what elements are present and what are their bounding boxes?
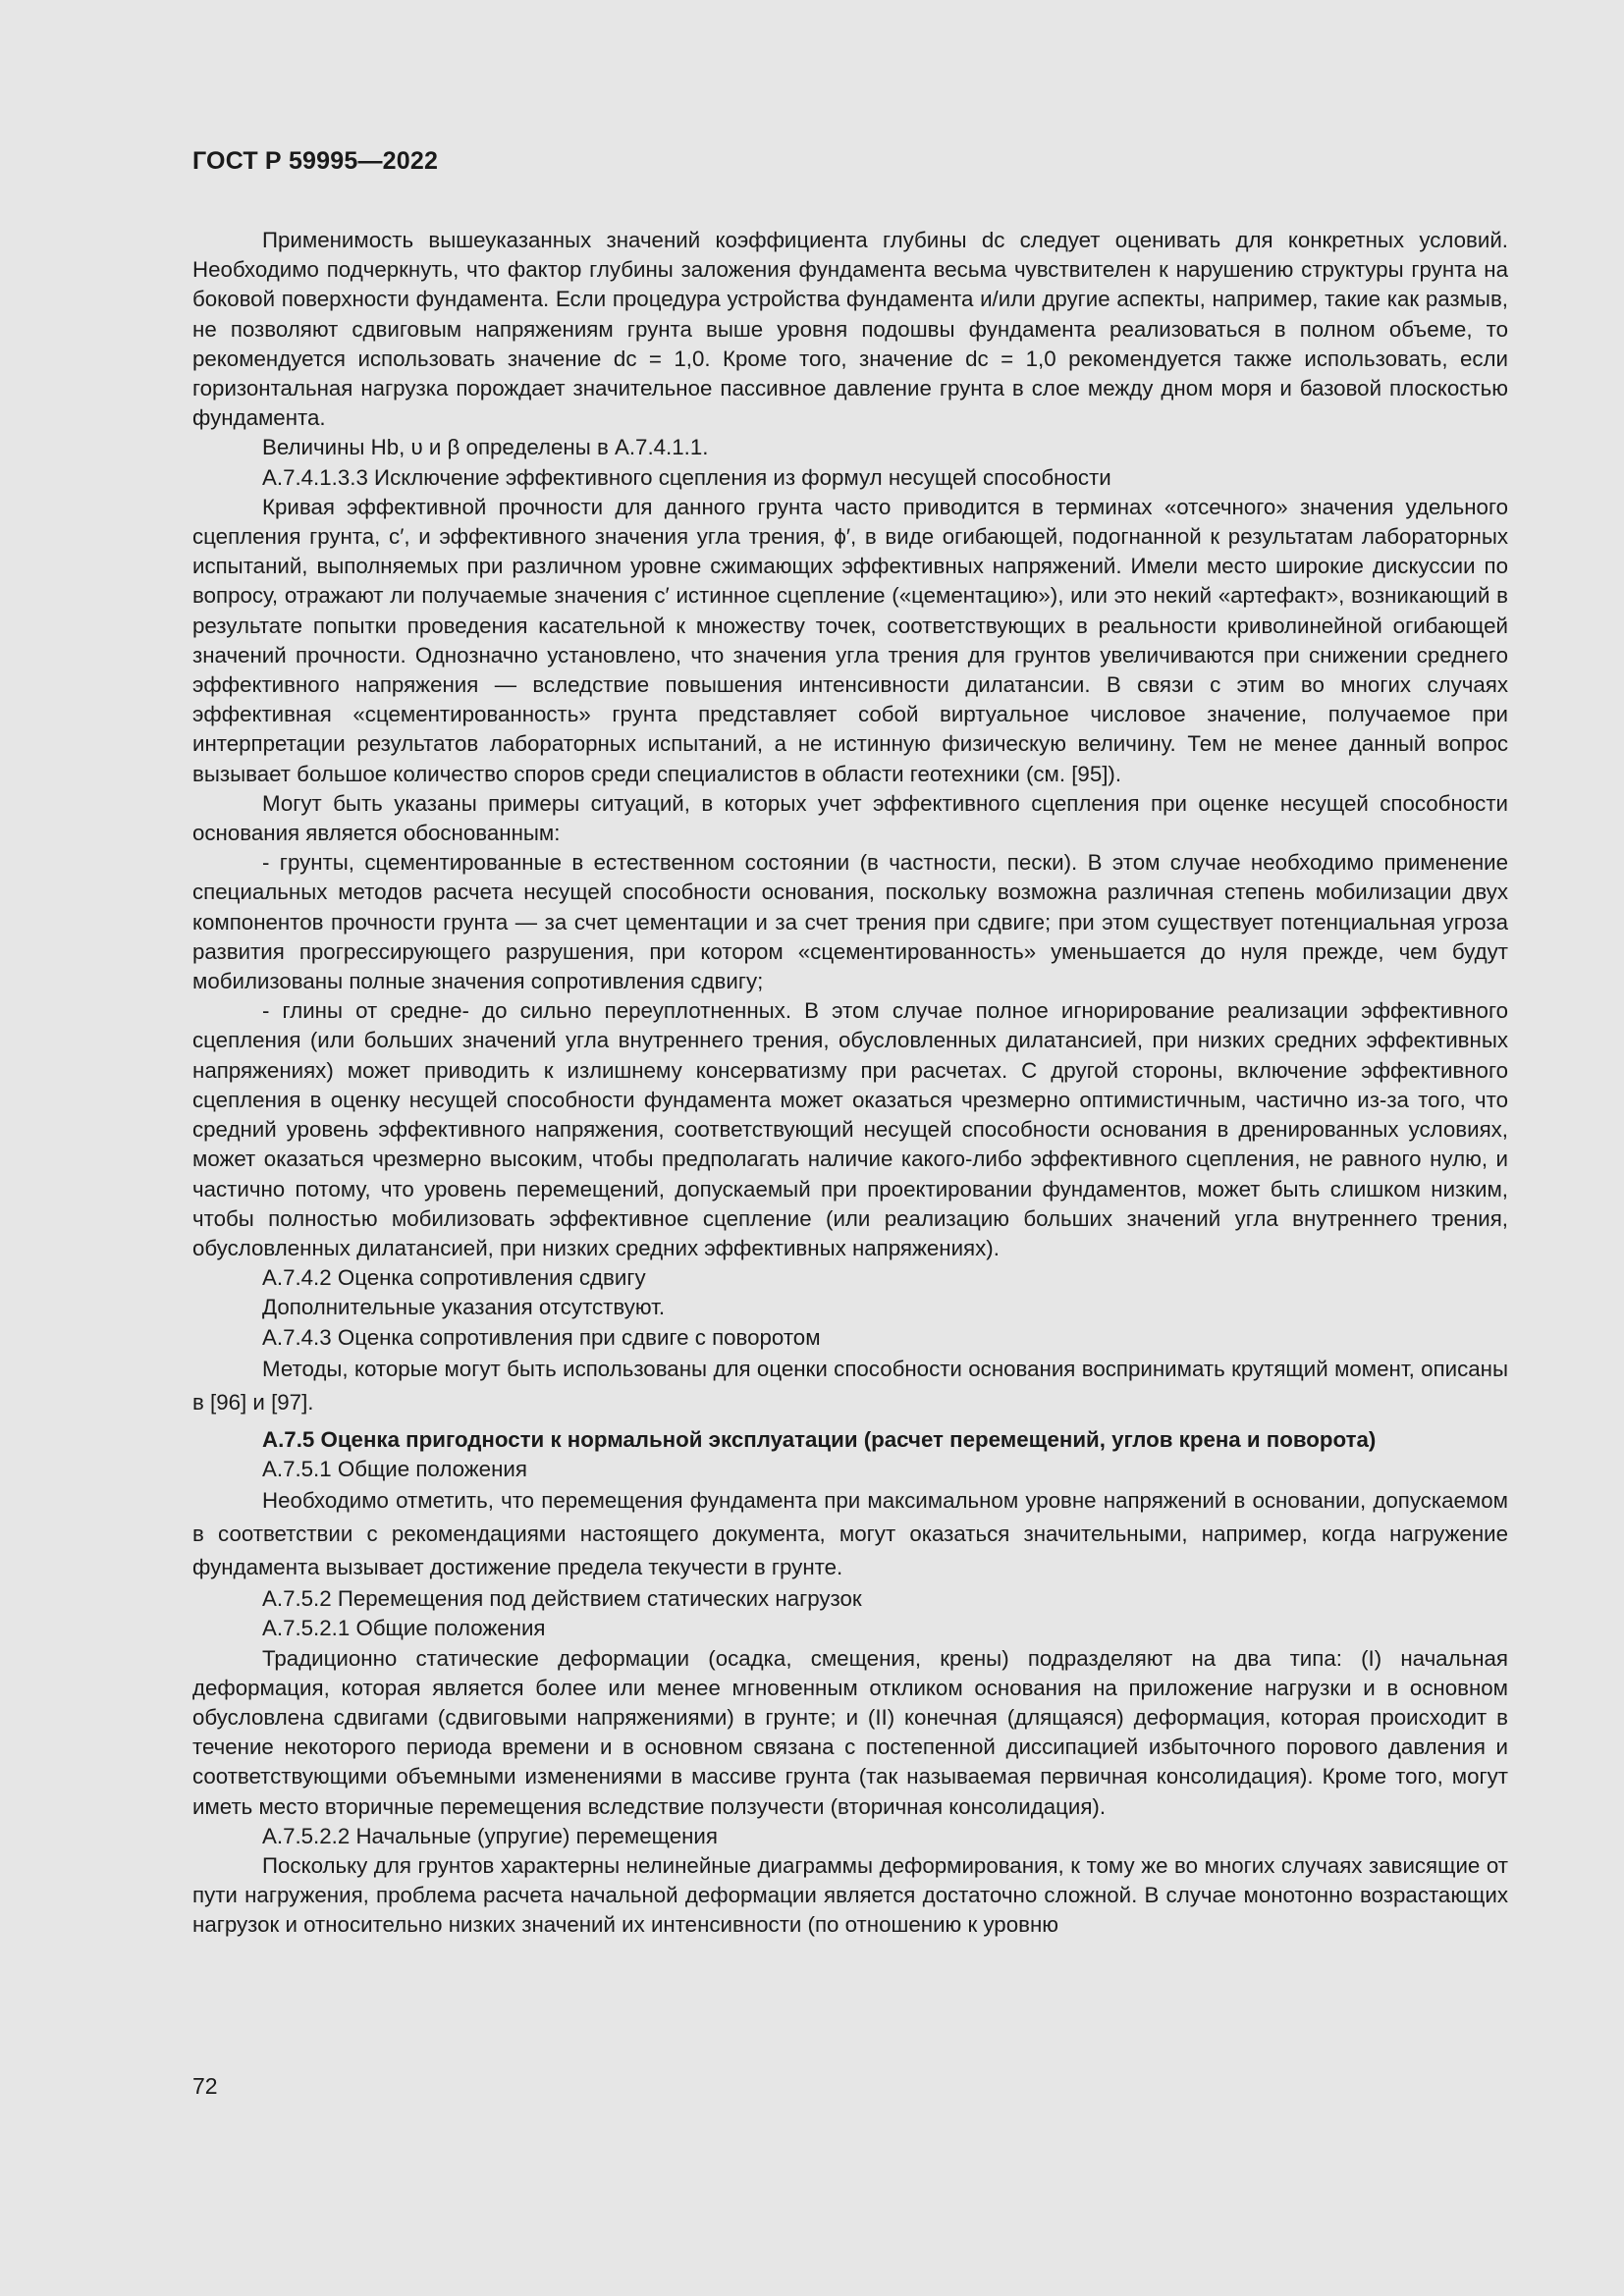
paragraph: Применимость вышеуказанных значений коэффициента глубины dc следует оценивать для конкретных условий. Необходимо подчеркнуть, что фактор глубины заложения фундамента весьма чувствителен к нарушению структуры грунта на боковой поверхности фундамента. Если процедура устройства фундамента и/или другие аспекты, например, такие как размыв, не позволяют сдвиговым напряжениям грунта выше уровня подошвы фундамента реализоваться в полном объеме, то рекомендуется использовать значение dc = 1,0. Кроме того, значение dc = 1,0 рекомендуется также использовать, если горизонтальная нагрузка порождает значительное пассивное давление грунта в слое между дном моря и базовой плоскостью фундамента. [192,228,1508,431]
list-item: - глины от средне- до сильно переуплотненных. В этом случае полное игнорирование реализации эффективного сцепления (или больших значений угла внутреннего трения, обусловленных дилатансией, при низких средних эффективных напряжениях) может приводить к излишнему консерватизму при расчетах. С другой стороны, включение эффективного сцепления в оценку несущей способности фундамента может оказаться чрезмерно оптимистичным, частично из-за того, что средний уровень эффективного напряжения, соответствующий несущей способности основания в дренированных условиях, может оказаться чрезмерно высоким, чтобы предполагать наличие какого-либо эффективного сцепления, не равного нулю, и частично потому, что уровень перемещений, допускаемый при проектировании фундаментов, может быть слишком низким, чтобы полностью мобилизовать эффективное сцепление (или реализацию больших значений угла внутреннего трения, обусловленных дилатансией, при низких средних эффективных напряжениях). [192,998,1508,1260]
section-heading: А.7.4.1.3.3 Исключение эффективного сцепления из формул несущей способности [262,464,1111,490]
paragraph: Методы, которые могут быть использованы для оценки способности основания воспринимать крутящий момент, описаны в [96] и [97]. [192,1356,1508,1415]
section-heading: А.7.4.3 Оценка сопротивления при сдвиге с поворотом [262,1324,821,1350]
section-heading: А.7.4.2 Оценка сопротивления сдвигу [262,1265,646,1291]
section-heading: А.7.5 Оценка пригодности к нормальной эксплуатации (расчет перемещений, углов крена и поворота) [262,1426,1377,1452]
list-item: - грунты, сцементированные в естественном состоянии (в частности, пески). В этом случае необходимо применение специальных методов расчета несущей способности основания, поскольку возможна различная степень мобилизации двух компонентов прочности грунта — за счет цементации и за счет трения при сдвиге; при этом существует потенциальная угроза развития прогрессирующего разрушения, при котором «сцементированность» уменьшается до нуля прежде, чем будут мобилизованы полные значения сопротивления сдвигу; [192,850,1508,994]
section-heading: А.7.5.2.2 Начальные (упругие) перемещения [262,1823,718,1848]
paragraph: Могут быть указаны примеры ситуаций, в которых учет эффективного сцепления при оценке несущей способности основания является обоснованным: [192,790,1508,846]
paragraph: Необходимо отметить, что перемещения фундамента при максимальном уровне напряжений в основании, допускаемом в соответствии с рекомендациями настоящего документа, могут оказаться значительными, например, когда нагружение фундамента вызывает достижение предела текучести в грунте. [192,1488,1508,1580]
section-heading: А.7.5.2.1 Общие положения [262,1616,546,1641]
page-number: 72 [192,2073,218,2099]
paragraph: Традиционно статические деформации (осадка, смещения, крены) подразделяют на два типа: (I) начальная деформация, которая является более или менее мгновенным откликом основания на приложение нагрузки и в основном обусловлена сдвигами (сдвиговыми напряжениями) в грунте; и (II) конечная (длящаяся) деформация, которая происходит в течение некоторого периода времени и в основном связана с постепенной диссипацией избыточного порового давления и соответствующими объемными изменениями в массиве грунта (так называемая первичная консолидация). Кроме того, могут иметь место вторичные перемещения вследствие ползучести (вторичная консолидация). [192,1645,1508,1819]
document-body [192,226,1508,1941]
paragraph: Дополнительные указания отсутствуют. [262,1295,666,1320]
paragraph: Величины Hb, υ и β определены в А.7.4.1.1. [262,435,709,460]
document-header: ГОСТ Р 59995—2022 [192,147,439,175]
section-heading: А.7.5.1 Общие положения [262,1456,527,1481]
paragraph: Кривая эффективной прочности для данного грунта часто приводится в терминах «отсечного» значения удельного сцепления грунта, c′, и эффективного значения угла трения, ϕ′, в виде огибающей, подогнанной к результатам лабораторных испытаний, выполняемых при различном уровне сжимающих эффективных напряжений. Имели место широкие дискуссии по вопросу, отражают ли получаемые значения c′ истинное сцепление («цементацию»), или это некий «артефакт», возникающий в результате попытки проведения касательной к множеству точек, соответствующих в реальности криволинейной огибающей значений прочности. Однозначно установлено, что значения угла трения для грунтов увеличиваются при снижении среднего эффективного напряжения — вследствие повышения интенсивности дилатансии. В связи с этим во многих случаях эффективная «сцементированность» грунта представляет собой виртуальное числовое значение, получаемое при интерпретации результатов лабораторных испытаний, а не истинную физическую величину. Тем не менее данный вопрос вызывает большое количество споров среди специалистов в области геотехники (см. [95]). [192,494,1508,786]
paragraph: Поскольку для грунтов характерны нелинейные диаграммы деформирования, к тому же во многих случаях зависящие от пути нагружения, проблема расчета начальной деформации является достаточно сложной. В случае монотонно возрастающих нагрузок и относительно низких значений их интенсивности (по отношению к уровню [192,1852,1508,1938]
section-heading: А.7.5.2 Перемещения под действием статических нагрузок [262,1586,862,1612]
